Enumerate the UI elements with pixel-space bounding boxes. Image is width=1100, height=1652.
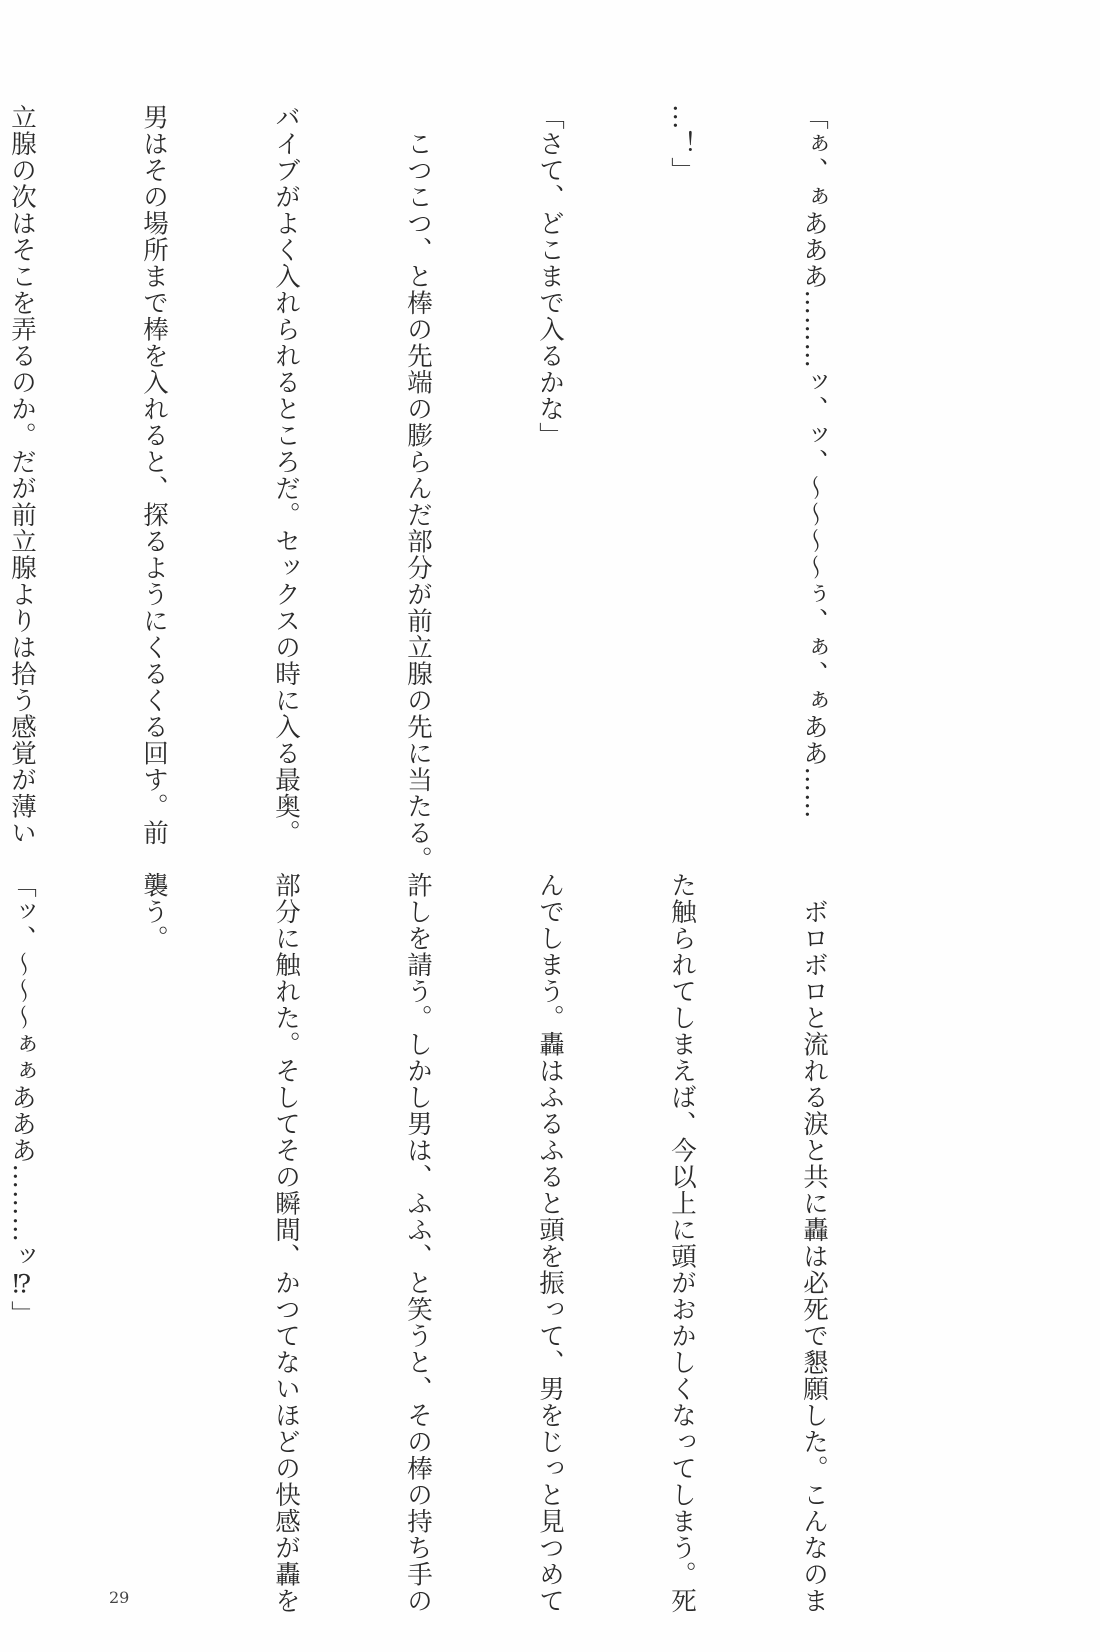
text-line: 「ぁ、ぁあああ………ッ、ッ、〜〜〜〜ぅ、ぁ、ぁああ…… — [799, 104, 829, 820]
text-line: た触られてしまえば、今以上に頭がおかしくなってしまう。死 — [667, 872, 697, 1614]
text-line: …！」 — [667, 104, 697, 184]
text-line: バイブがよく入れられるところだ。セックスの時に入る最奥。 — [271, 104, 301, 846]
text-line: ボロボロと流れる涙と共に轟は必死で懇願した。こんなのま — [799, 872, 829, 1614]
text-line: 「ッ、〜〜〜ぁぁあああ………ッ⁉」 — [7, 872, 37, 1327]
text-line: 襲う。 — [139, 872, 169, 952]
text-line: 立腺の次はそこを弄るのか。だが前立腺よりは拾う感覚が薄い — [7, 104, 37, 846]
upper-text-block — [7, 104, 924, 873]
text-line: んでしまう。轟はふるふると頭を振って、男をじっと見つめて — [535, 872, 565, 1614]
text-line: こつこつ、と棒の先端の膨らんだ部分が前立腺の先に当たる。 — [403, 104, 433, 873]
text-line: 部分に触れた。そしてその瞬間、かつてないほどの快感が轟を — [271, 872, 301, 1614]
text-line: 男はその場所まで棒を入れると、探るようにくるくる回す。前 — [139, 104, 169, 846]
text-line: 「さて、どこまで入るかな」 — [535, 104, 565, 449]
text-line: 許しを請う。しかし男は、ふふ、と笑うと、その棒の持ち手の — [403, 872, 433, 1614]
page-number: 29 — [109, 1588, 130, 1607]
